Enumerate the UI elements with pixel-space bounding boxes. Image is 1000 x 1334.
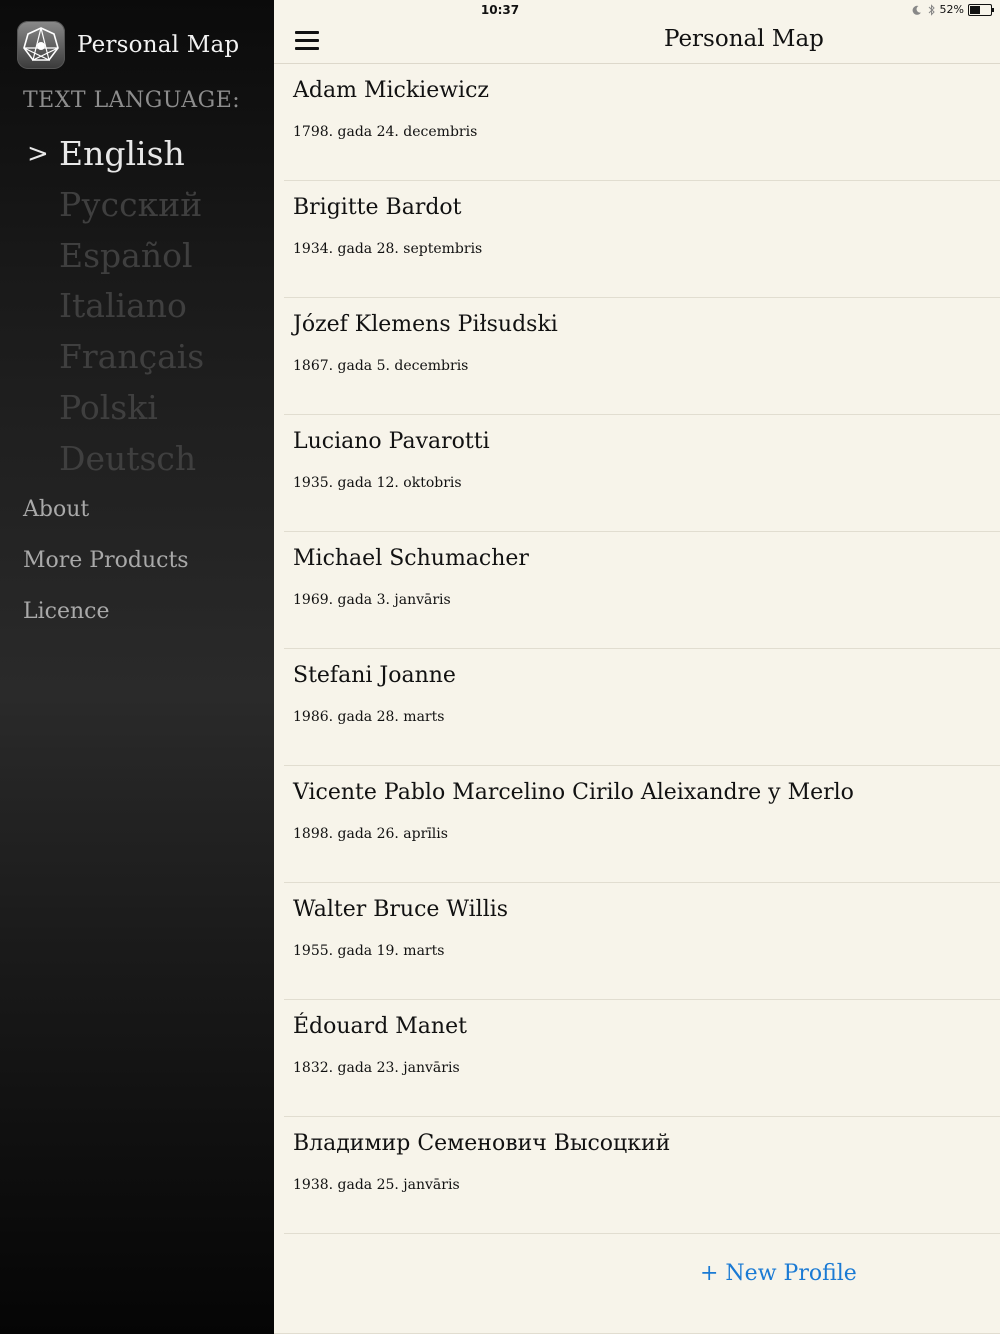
profile-birth-date: 1938. gada 25. janvāris [293,1177,460,1193]
language-label: Deutsch [59,438,197,478]
profile-name: Stefani Joanne [293,663,456,688]
new-profile-button[interactable]: + New Profile [700,1261,857,1286]
app-header [17,21,239,69]
profile-row[interactable] [284,181,1000,298]
battery-level [970,6,980,14]
profile-row[interactable] [284,415,1000,532]
language-label: Polski [59,387,158,427]
profile-birth-date: 1935. gada 12. oktobris [293,475,462,491]
profile-birth-date: 1832. gada 23. janvāris [293,1060,460,1076]
language-item-italian[interactable] [0,282,204,333]
profile-row[interactable] [284,64,1000,181]
profile-name: Adam Mickiewicz [293,78,489,103]
hamburger-icon-line [295,31,319,34]
profile-birth-date: 1798. gada 24. decembris [293,124,478,140]
profile-birth-date: 1867. gada 5. decembris [293,358,469,374]
language-item-english[interactable] [0,130,204,181]
sidebar [0,0,274,1334]
active-language-marker: > [27,139,49,169]
profile-name: Luciano Pavarotti [293,429,490,454]
battery-icon [968,4,992,16]
text-language-label: TEXT LANGUAGE: [23,88,241,113]
profile-row[interactable] [284,1117,1000,1234]
profile-row[interactable] [284,883,1000,1000]
navigation-bar [274,20,1000,64]
app-name: Personal Map [77,32,240,58]
profile-birth-date: 1898. gada 26. aprīlis [293,826,448,842]
profile-name: Vicente Pablo Marcelino Cirilo Aleixandre y Merlo [293,780,854,805]
language-item-french[interactable] [0,333,204,384]
menu-button[interactable] [295,31,319,51]
page-title: Personal Map [664,26,824,52]
profile-row[interactable] [284,532,1000,649]
profile-row[interactable] [284,1000,1000,1117]
sidebar-link-about[interactable]: About [23,497,90,522]
profile-name: Michael Schumacher [293,546,529,571]
profile-name: Édouard Manet [293,1014,467,1039]
profile-birth-date: 1986. gada 28. marts [293,709,445,725]
profile-row[interactable] [284,649,1000,766]
battery-percent: 52% [939,3,964,16]
language-label: Français [59,337,205,377]
language-label: Español [59,235,193,275]
language-item-polish[interactable] [0,384,204,435]
main-panel [274,0,1000,1334]
hamburger-icon-line [295,39,319,42]
language-label: English [59,134,185,173]
language-label: Italiano [59,286,187,326]
profile-name: Brigitte Bardot [293,195,462,220]
profile-row[interactable] [284,298,1000,415]
language-item-spanish[interactable] [0,232,204,283]
profile-row[interactable] [284,766,1000,883]
profile-birth-date: 1934. gada 28. septembris [293,241,483,257]
language-item-german[interactable] [0,435,204,486]
moon-icon [912,5,922,15]
profile-birth-date: 1955. gada 19. marts [293,943,445,959]
status-indicators [912,3,992,16]
profile-birth-date: 1969. gada 3. janvāris [293,592,451,608]
sidebar-link-licence[interactable]: Licence [23,598,110,624]
profile-name: Владимир Семенович Высоцкий [293,1131,671,1156]
sidebar-links [23,492,189,644]
language-label: Русский [59,184,203,224]
status-time: 10:37 [480,3,520,17]
language-list [0,130,204,486]
hamburger-icon-line [295,47,319,50]
profile-name: Walter Bruce Willis [293,897,509,922]
sidebar-link-more-products[interactable]: More Products [23,547,189,573]
language-item-russian[interactable] [0,181,204,232]
profile-list [274,64,1000,1234]
app-logo-icon [17,21,65,69]
profile-name: Józef Klemens Piłsudski [293,312,558,337]
bluetooth-icon [928,4,936,16]
